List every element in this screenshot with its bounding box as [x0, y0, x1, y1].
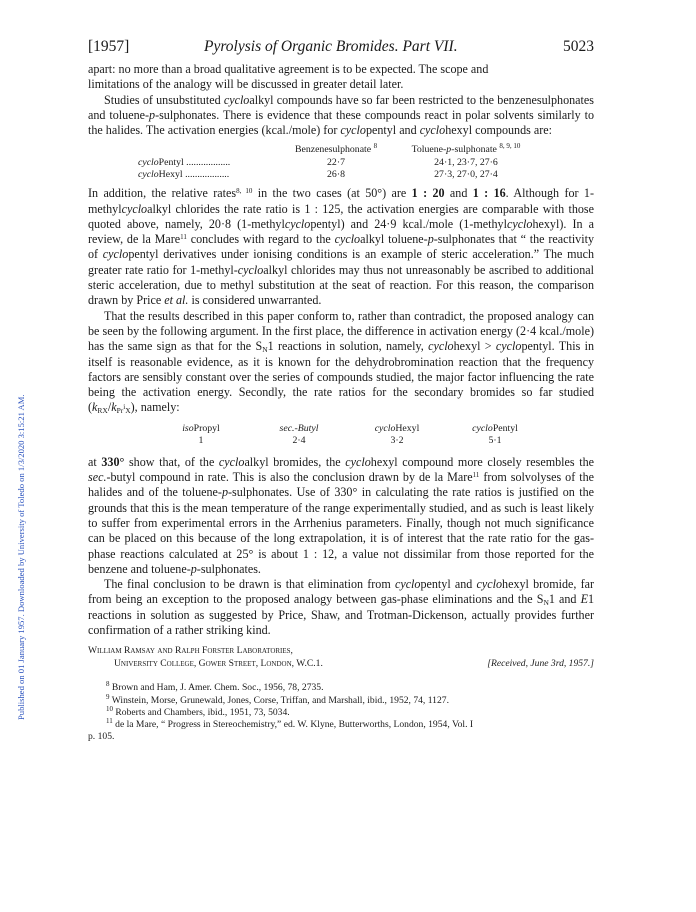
column-header: cycloPentyl	[472, 422, 518, 434]
table-cell: 5·1	[488, 434, 502, 446]
header-year: [1957]	[88, 38, 130, 55]
affiliation-line: William Ramsay and Ralph Forster Laboratories,	[88, 645, 293, 657]
table-row	[152, 435, 544, 447]
running-header	[88, 38, 594, 62]
watermark-text: Published on 01 January 1957. Downloaded by University of Toledo on 1/3/2020 3:15:21 AM.	[16, 394, 26, 720]
journal-page	[88, 38, 594, 743]
paragraph-2: Studies of unsubstituted cycloalkyl compounds have so far been restricted to the benzenesulphonates and toluene-p-sulphonates. There is evidence that these compounds react in polar solvents similarly to the halides. The activation energies (kcal./mole) for cyclopentyl and cyclohexyl compounds are:	[88, 92, 594, 138]
table-cell: 2·4	[292, 434, 306, 446]
page-number: 5023	[563, 38, 594, 55]
reference-item: $^9$ Winstein, Morse, Grunewald, Jones, Corse, Triffan, and Marshall, ibid., 1952, 74, 1127.	[106, 692, 449, 706]
paragraph-6: The final conclusion to be drawn is that elimination from cyclopentyl and cyclohexyl bromide, far from being an exception to the proposed analogy between gas-phase eliminations and the $S_N1$ and E1 reactions in solution as suggested by Price, Shaw, and Trotman-Dickenson, actually provides further confirmation of a rather striking kind.	[88, 577, 594, 637]
table-row	[138, 157, 536, 169]
paragraph-1: apart: no more than a broad qualitative agreement is to be expected. The scope and limitations of the analogy will be discussed in greater detail later.	[88, 62, 489, 92]
table-cell: 3·2	[390, 434, 404, 446]
header-title: Pyrolysis of Organic Bromides. Part VII.	[204, 38, 458, 55]
column-header: sec.-Butyl	[279, 422, 319, 434]
references	[88, 682, 594, 743]
reference-item: $^{10}$ Roberts and Chambers, ibid., 1951, 73, 5034.	[106, 704, 290, 718]
column-header: Benzenesulphonate $^8$	[294, 142, 378, 156]
reference-continuation: p. 105.	[88, 731, 115, 743]
column-header: Toluene-p-sulphonate $^{8, 9, 10}$	[411, 142, 521, 156]
received-date: [Received, June 3rd, 1957.]	[487, 657, 594, 669]
row-label: cycloHexyl ..................	[138, 168, 230, 180]
table-header-row	[138, 144, 536, 157]
reference-item: $^8$ Brown and Ham, J. Amer. Chem. Soc., 1956, 78, 2735.	[106, 680, 324, 694]
table-cell: 24·1, 23·7, 27·6	[434, 157, 498, 169]
paragraph-3: In addition, the relative rates$^{8, 10}$ in the two cases (at 50°) are 1 : 20 and 1 : 16. Although for 1-methylcycloalkyl chlorides the rate ratio is 1 : 125, the activation energies are comparable with those quoted above, namely, 20·8 (1-methylcyclopentyl) and 24·9 kcal./mole (1-methylcyclohexyl). In a review, de la Mare$^{11}$ concludes with regard to the cycloalkyl toluene-p-sulphonates that “ the reactivity of cyclopentyl derivatives under ionising conditions is an example of steric acceleration.” The much greater rate ratio for 1-methyl-cycloalkyl chlorides may thus not unreasonably be ascribed to additional steric acceleration, due to methyl substitution at the seat of reaction. For this reason, the comparison drawn by Price et al. is considered unwarranted.	[88, 186, 594, 308]
rate-ratio-table	[152, 423, 544, 447]
reference-item: $^{11}$ de la Mare, “ Progress in Stereochemistry,” ed. W. Klyne, Butterworths, London, 1954, Vol. I	[106, 717, 474, 731]
table-row	[138, 169, 536, 181]
affiliation-line: University College, Gower Street, London, W.C.1.	[114, 657, 323, 669]
table-cell: 26·8	[327, 168, 345, 180]
paragraph-5: at 330° show that, of the cycloalkyl bromides, the cyclohexyl compound more closely resembles the sec.-butyl compound in rate. This is also the conclusion drawn by de la Mare$^{11}$ from solvolyses of the halides and of the toluene-p-sulphonates. Use of 330° in calculating the rate ratios is justified on the grounds that this is the mean temperature of the range experimentally studied, and as such is least likely to suffer from experimental errors in the Arrhenius parameters. Finally, though not much significance can be placed on this because of the long extrapolation, it is of interest that the rate ratio for the gas-phase reactions calculated at 25° is about 1 : 12, a value not dissimilar from those reported for the benzene and toluene-p-sulphonates.	[88, 454, 594, 576]
download-watermark	[4, 160, 26, 720]
activation-energy-table	[138, 144, 536, 180]
table-header-row	[152, 423, 544, 435]
column-header: isoPropyl	[182, 422, 220, 434]
table-cell: 27·3, 27·0, 27·4	[434, 168, 498, 180]
table-cell: 1	[198, 434, 204, 446]
row-label: cycloPentyl ..................	[138, 157, 231, 169]
paragraph-4: That the results described in this paper conform to, rather than contradict, the proposed analogy can be seen by the following argument. In the first place, the difference in activation energy (2·4 kcal./mole) has the same sign as that for the $S_N1$ reactions in solution, namely, cyclohexyl > cyclopentyl. This in itself is reasonable evidence, as it is known for the dehydrobromination reaction that the frequency factors are sensibly constant over the series of compounds studied, the major factor influencing the rate being the activation energy. Secondly, the rate ratios for the secondary bromides so far studied $(k_{RX}/k_{Pr^iX})$, namely:	[88, 308, 594, 416]
column-header: cycloHexyl	[374, 422, 420, 434]
affiliation	[88, 645, 594, 670]
table-cell: 22·7	[327, 157, 345, 169]
